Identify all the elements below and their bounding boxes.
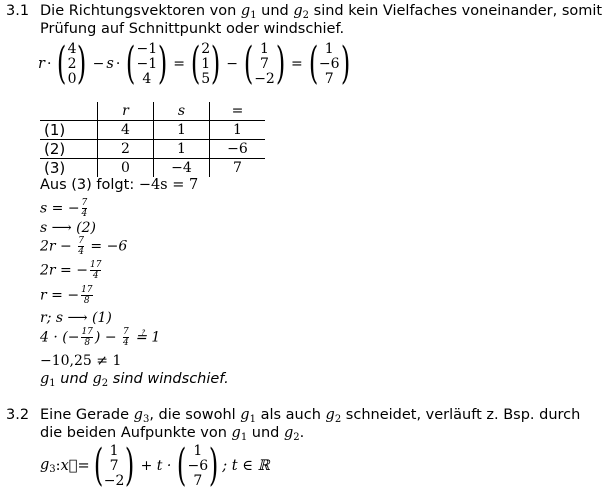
table-cell: 1 [154,140,210,159]
step-result: −10,25 ≠ 1 [40,353,122,369]
section-number-3-2: 3.2 [6,407,30,423]
table-row [40,121,265,140]
table-header-cell: = [210,102,266,121]
table-cell: (2) [40,140,98,159]
var-s: s [106,56,114,72]
direction-vector: ( 1 −6 7 ) [177,440,219,491]
intro-text-2: und [256,3,294,19]
table-header-cell: s [154,102,210,121]
step-rs-into-1: r; s ⟶ (1) [40,310,112,326]
step-s-into-2: s ⟶ (2) [40,220,96,236]
step-s-value: s = − $\frac{7}{4}$ [40,198,88,219]
table-cell: −4 [154,159,210,178]
table-cell: 1 [154,121,210,140]
vector-1-neg6-7: ( 1 −6 7 ) [308,38,350,89]
g1-symbol: $g_1$ [240,3,257,21]
line-g3-equation: $g_3$ : x⃗ = ( 1 7 −2 ) + t · ( 1 −6 7 ) ; t ∈ ℝ [40,440,270,491]
step-aus-3: Aus (3) folgt: −4s = 7 [40,177,199,193]
section-3-1-intro-line1 [40,3,602,21]
intro-text-1: Die Richtungsvektoren von [40,3,241,19]
table-cell: 0 [98,159,154,178]
g2-symbol: $g_2$ [293,3,310,21]
table-header-row [40,102,265,121]
step-2r-eq: 2r − $\frac{7}{4}$ = −6 [40,236,128,257]
table-cell: 7 [210,159,266,178]
table-cell: 2 [98,140,154,159]
coefficient-table [40,102,265,177]
section-3-1-intro-line2: Prüfung auf Schnittpunkt oder windschief. [40,21,345,37]
vector-equation: r · ( 4 2 0 ) − s · ( −1 −1 4 ) = ( 2 1 5 ) − ( 1 7 −2 ) = ( 1 −6 7 ) [38,38,354,90]
table-header-cell [40,102,98,121]
table-cell: (1) [40,121,98,140]
support-vector: ( 1 7 −2 ) [93,440,135,491]
table-cell: −6 [210,140,266,159]
section-3-2-line2: die beiden Aufpunkte von $g_1$ und $g_2$. [40,425,305,443]
g3-label: $g_3$ [40,457,56,475]
table-header-cell: r [98,102,154,121]
intro-text-3: sind kein Vielfaches voneinander, somit [309,3,603,19]
vector-1-7-neg2: ( 1 7 −2 ) [243,38,286,89]
var-r: r [38,56,45,72]
table-cell: 1 [210,121,266,140]
table-row [40,159,265,178]
table-cell: 4 [98,121,154,140]
section-number-3-1: 3.1 [6,3,30,19]
step-2r-value: 2r = − $\frac{17}{4}$ [40,260,102,281]
parameter-domain: ; t ∈ ℝ [222,458,270,474]
step-r-value: r = − $\frac{17}{8}$ [40,285,93,306]
section-3-2-line1: Eine Gerade $g_3$, die sowohl $g_1$ als auch $g_2$ schneidet, verläuft z. Bsp. durch [40,407,581,425]
vector-4-2-0: ( 4 2 0 ) [57,38,87,89]
conclusion: $g_1$ und $g_2$ sind windschief. [40,371,229,389]
vector-neg1-neg1-4: ( −1 −1 4 ) [126,38,168,89]
step-check: 4 · (− $\frac{17}{8}$ ) − $\frac{7}{4}$ ≟ 1 [40,327,161,348]
x-vector-symbol: x⃗ [60,458,78,474]
table-cell: (3) [44,159,66,177]
table-row [40,140,265,159]
vector-2-1-5: ( 2 1 5 ) [190,38,221,89]
